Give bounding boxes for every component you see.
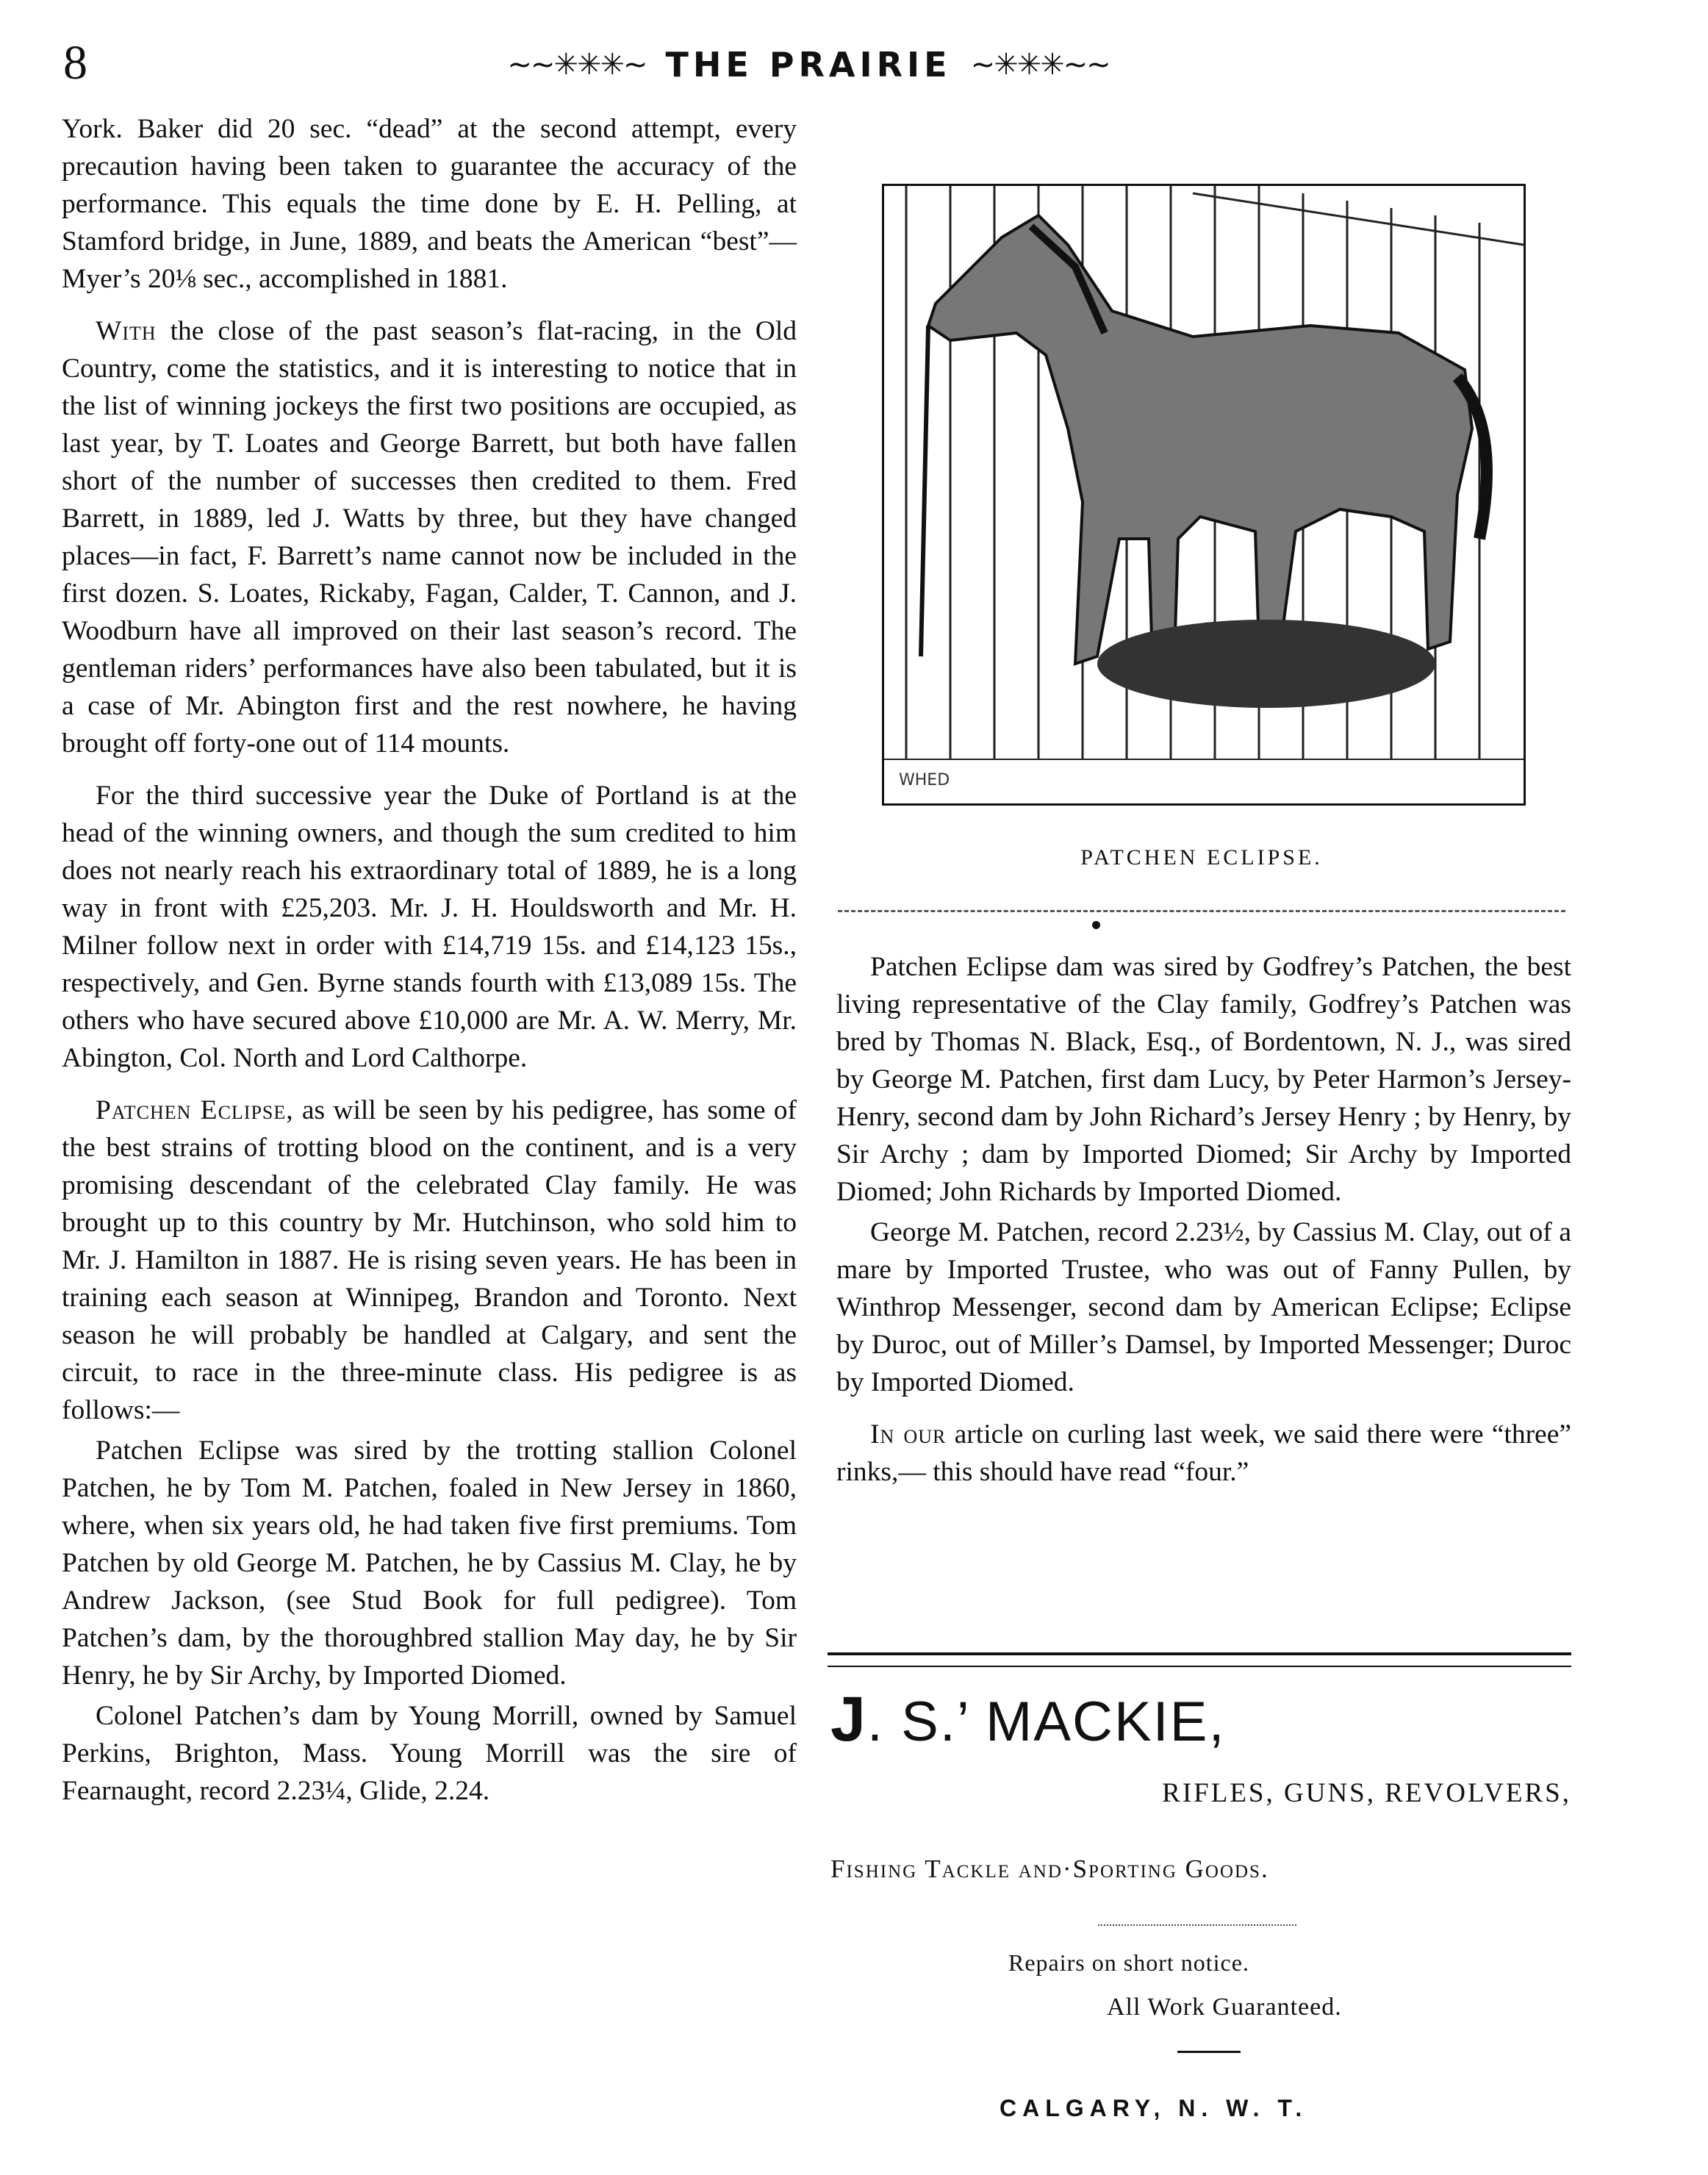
page-number: 8 [63, 36, 87, 90]
ad-short-rule [1177, 2051, 1241, 2053]
ad-guarantee-line: All Work Guaranteed. [1107, 1993, 1342, 2021]
running-head [470, 43, 1147, 87]
paragraph-text: as will be seen by his pedigree, has some of the best strains of trotting blood on the continent, and is a very promising descendant of the celebrated Clay family. He was brought up to this country by Mr. Hutchinson, who sold him to Mr. J. Hamilton in 1887. He is rising seven years. He has been in training each season at Winnipeg, Brandon and Toronto. Next season he will probably be handled at Calgary, and sent the circuit, to race in the three-minute class. His pedigree is as follows:— [62, 1095, 797, 1425]
bullet-mark [1092, 921, 1100, 929]
ad-city-line: CALGARY, N. W. T. [1000, 2095, 1308, 2121]
paragraph-george-patchen: George M. Patchen, record 2.23½, by Cassius M. Clay, out of a mare by Imported Trustee, who was out of Fanny Pullen, by Winthrop Messenger, second dam by American Eclipse; Eclipse by Duroc, out of Miller’s Damsel, by Imported Messenger; Duroc by Imported Diomed. [836, 1217, 1571, 1397]
paragraph-york: York. Baker did 20 sec. “dead” at the second attempt, every precaution having been taken to guarantee the accuracy of the performance. This equals the time done by E. H. Pelling, at Stamford bridge, in June, 1889, and beats the American “best”—Myer’s 20⅛ sec., accomplished in 1881. [62, 114, 797, 294]
engraver-mark: WHED [899, 771, 950, 789]
publication-title: THE PRAIRIE [665, 45, 952, 85]
horse-engraving-icon [884, 186, 1524, 803]
horse-illustration [882, 184, 1526, 806]
figure-caption: PATCHEN ECLIPSE. [1080, 845, 1323, 870]
ad-dotted-rule [1098, 1924, 1296, 1926]
paragraph-flat-racing [62, 312, 797, 762]
paragraph-text: the close of the past season’s flat-racing, in the Old Country, come the statistics, and it is interesting to notice that in the list of winning jockeys the first two positions are occupied, as last year, by T. Loates and George Barrett, but both have fallen short of the number of successes then credited to them. Fred Barrett, in 1889, led J. Watts by three, but they have changed places—in fact, F. Barrett’s name cannot now be included in the first dozen. S. Loates, Rickaby, Fagan, Calder, T. Cannon, and J. Woodburn have all improved on their last season’s record. The gentleman riders’ performances have also been tabulated, but it is a case of Mr. Abington first and the rest nowhere, he having brought off forty-one out of 114 mounts. [62, 316, 797, 759]
paragraph-patchen-eclipse [62, 1092, 797, 1429]
paragraph-curling-correction [836, 1416, 1571, 1491]
left-column [62, 110, 797, 1813]
ad-repairs-line: Repairs on short notice. [1008, 1949, 1249, 1976]
lead-word: In our [870, 1419, 947, 1450]
right-column [836, 948, 1571, 1505]
header-flourish-right: ~✳✳✳~~ [970, 48, 1110, 82]
ad-goods-line: Fishing Tackle and·Sporting Goods. [830, 1855, 1269, 1883]
section-divider [838, 910, 1565, 912]
paragraph-colonel-patchen-dam: Colonel Patchen’s dam by Young Morrill, owned by Samuel Perkins, Brighton, Mass. Young Morrill was the sire of Fearnaught, record 2.23¼, Glide, 2.24. [62, 1701, 797, 1806]
paragraph-text: article on curling last week, we said there were “three” rinks,— this should have read “four.” [836, 1419, 1571, 1487]
advertiser-name: J. S.’ MACKIE, [830, 1684, 1226, 1755]
lead-word: Patchen Eclipse, [96, 1095, 294, 1125]
paragraph-pedigree: Patchen Eclipse was sired by the trotting stallion Colonel Patchen, he by Tom M. Patchen, foaled in New Jersey in 1860, where, when six years old, he had taken five first premiums. Tom Patchen by old George M. Patchen, he by Cassius M. Clay, he by Andrew Jackson, (see Stud Book for full pedigree). Tom Patchen’s dam, by the thoroughbred stallion May day, he by Sir Henry, he by Sir Archy, by Imported Diomed. [62, 1436, 797, 1691]
paragraph-winning-owners: For the third successive year the Duke of Portland is at the head of the winning owners, and though the sum credited to him does not nearly reach his extraordinary total of 1889, he is a long way in front with £25,203. Mr. J. H. Houldsworth and Mr. H. Milner follow next in order with £14,719 15s. and £14,123 15s., respectively, and Gen. Byrne stands fourth with £13,089 15s. The others who have secured above £10,000 are Mr. A. W. Merry, Mr. Abington, Col. North and Lord Calthorpe. [62, 781, 797, 1073]
advertisement-rule [828, 1652, 1571, 1667]
header-flourish-left: ~~✳✳✳~ [507, 48, 647, 82]
lead-word: With [96, 316, 157, 346]
paragraph-dam: Patchen Eclipse dam was sired by Godfrey’s Patchen, the best living representative of the Clay family, Godfrey’s Patchen was bred by Thomas N. Black, Esq., of Bordentown, N. J., was sired by George M. Patchen, first dam Lucy, by Peter Harmon’s Jersey-Henry, second dam by John Richard’s Jersey Henry ; by Henry, by Sir Archy ; dam by Imported Diomed; Sir Archy by Imported Diomed; John Richards by Imported Diomed. [836, 952, 1571, 1207]
ad-products-line: RIFLES, GUNS, REVOLVERS, [1162, 1778, 1571, 1808]
